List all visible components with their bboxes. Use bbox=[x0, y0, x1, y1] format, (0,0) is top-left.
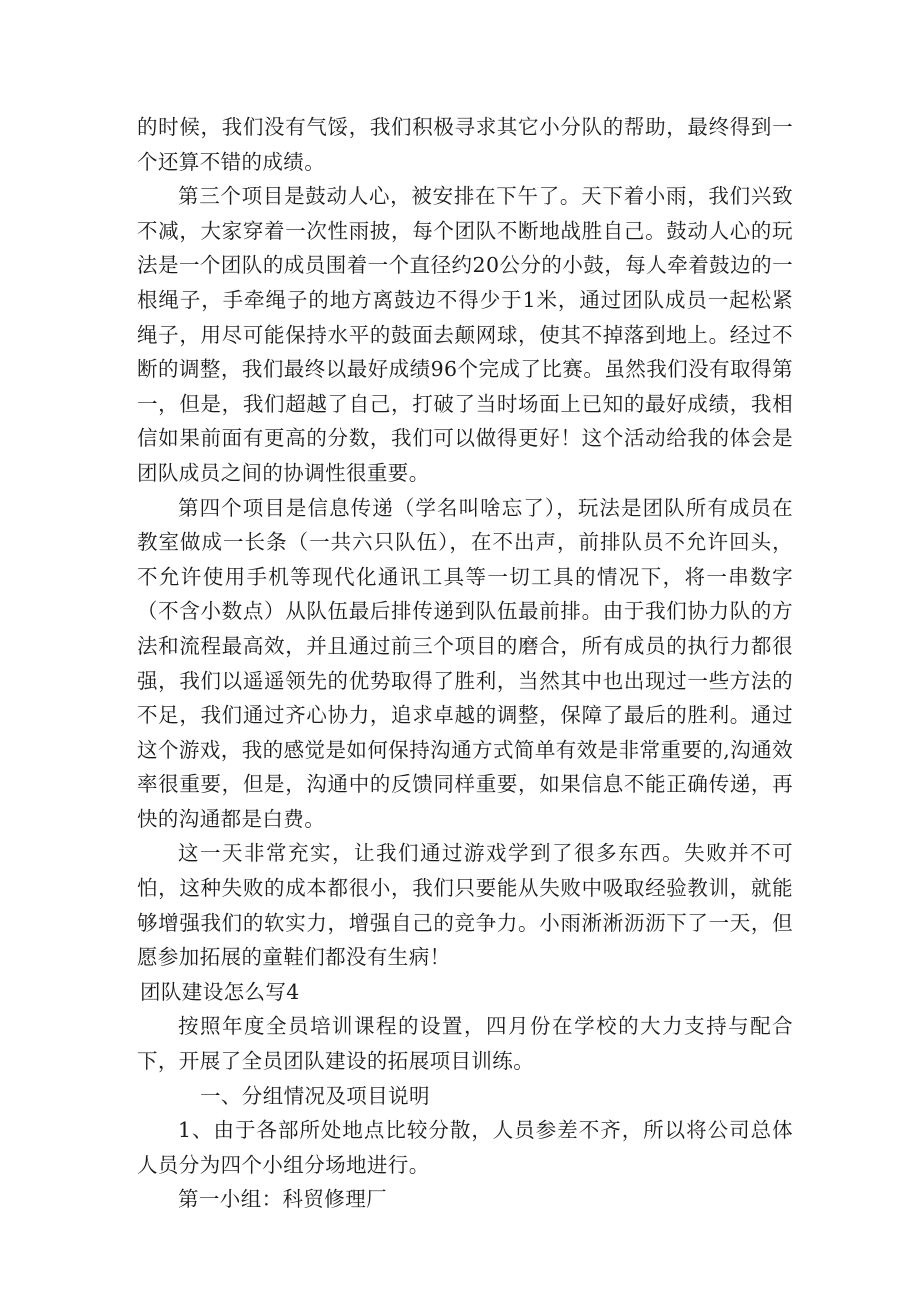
paragraph-intro: 按照年度全员培训课程的设置，四月份在学校的大力支持与配合下，开展了全员团队建设的拓展项目训练。 bbox=[137, 1014, 793, 1074]
paragraph-summary: 这一天非常充实，让我们通过游戏学到了很多东西。失败并不可怕，这种失败的成本都很小，我们只要能从失败中吸取经验教训，就能够增强我们的软实力，增强自己的竞争力。小雨淅淅沥沥下了一天，但愿参加拓展的童鞋们都没有生病！ bbox=[137, 841, 793, 970]
paragraph-project-four: 第四个项目是信息传递（学名叫啥忘了），玩法是团队所有成员在教室做成一长条（一共六只队伍），在不出声，前排队员不允许回头，不允许使用手机等现代化通讯工具等一切工具的情况下，将一串数字（不含小数点）从队伍最后排传递到队伍最前排。由于我们协力队的方法和流程最高效，并且通过前三个项目的磨合，所有成员的执行力都很强，我们以遥遥领先的优势取得了胜利，当然其中也出现过一些方法的不足，我们通过齐心协力，追求卓越的调整，保障了最后的胜利。通过这个游戏，我的感觉是如何保持沟通方式简单有效是非常重要的,沟通效率很重要，但是，沟通中的反馈同样重要，如果信息不能正确传递，再快的沟通都是白费。 bbox=[137, 495, 793, 831]
paragraph-group-one: 第一小组：科贸修理厂 bbox=[178, 1187, 387, 1212]
paragraph-grouping: 1、由于各部所处地点比较分散，人员参差不齐，所以将公司总体人员分为四个小组分场地进行。 bbox=[137, 1118, 793, 1177]
paragraph-project-three: 第三个项目是鼓动人心，被安排在下午了。天下着小雨，我们兴致不减，大家穿着一次性雨披，每个团队不断地战胜自己。鼓动人心的玩法是一个团队的成员围着一个直径约20公分的小鼓，每人牵着鼓边的一根绳子，手牵绳子的地方离鼓边不得少于1米，通过团队成员一起松紧绳子，用尽可能保持水平的鼓面去颠网球，使其不掉落到地上。经过不断的调整，我们最终以最好成绩96个完成了比赛。虽然我们没有取得第一，但是，我们超越了自己，打破了当时场面上已知的最好成绩，我相信如果前面有更高的分数，我们可以做得更好！这个活动给我的体会是团队成员之间的协调性很重要。 bbox=[137, 184, 793, 485]
article-heading: 团队建设怎么写4 bbox=[140, 979, 300, 1004]
section-title: 一、分组情况及项目说明 bbox=[200, 1083, 430, 1108]
paragraph-continuation: 的时候，我们没有气馁，我们积极寻求其它小分队的帮助，最终得到一个还算不错的成绩。 bbox=[137, 115, 793, 174]
document-body bbox=[137, 110, 793, 1217]
